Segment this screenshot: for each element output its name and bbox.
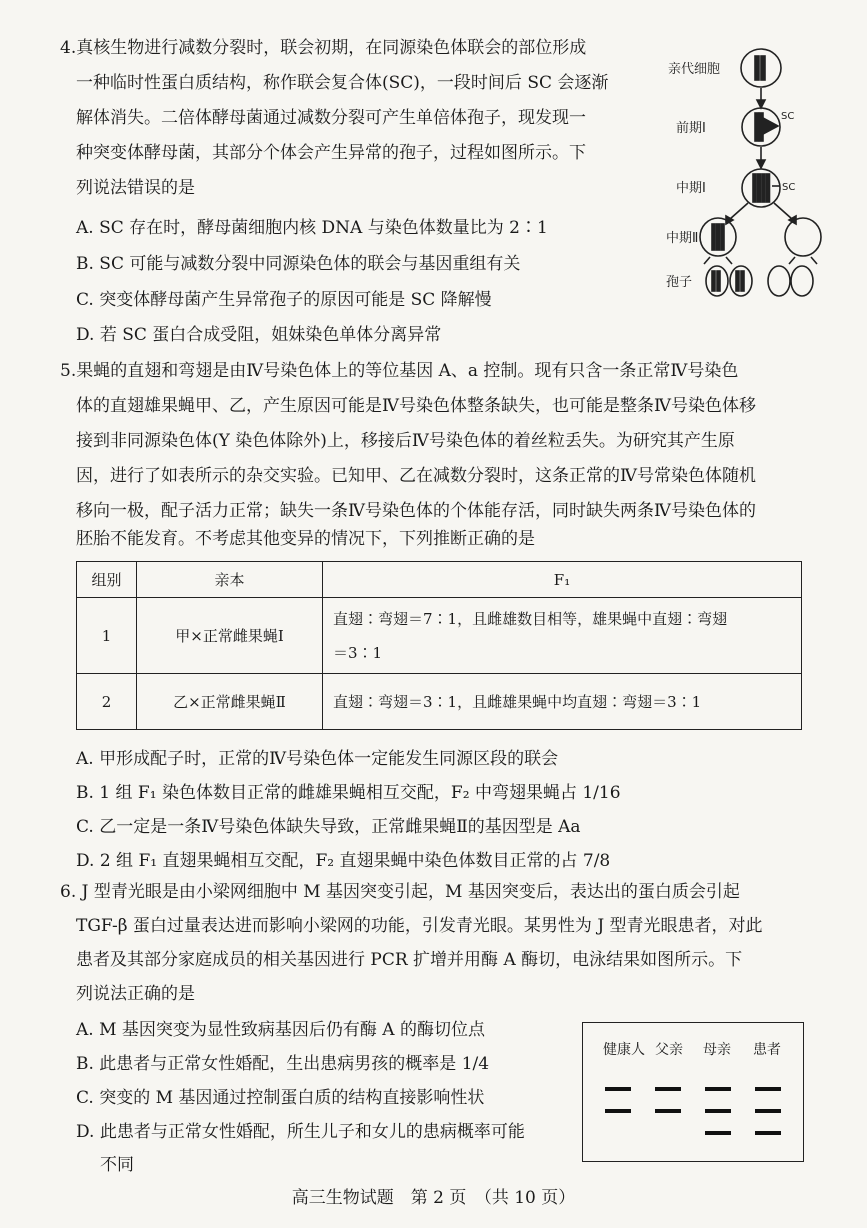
q4-option-a: A. SC 存在时，酵母菌细胞内核 DNA 与染色体数量比为 2∶1 (76, 218, 548, 238)
table-cell-group: 2 (77, 674, 137, 730)
label-metaphase-1: 中期Ⅰ (676, 181, 706, 196)
q6-option-d-cont: 不同 (100, 1155, 134, 1175)
label-metaphase-2: 中期Ⅱ (666, 231, 699, 246)
q6-option-a: A. M 基因突变为显性致病基因后仍有酶 A 的酶切位点 (76, 1020, 485, 1040)
q5-option-c: C. 乙一定是一条Ⅳ号染色体缺失导致，正常雌果蝇Ⅱ的基因型是 Aa (76, 817, 581, 837)
table-header-f1: F₁ (323, 562, 802, 598)
q5-line-1: 5.果蝇的直翅和弯翅是由Ⅳ号染色体上的等位基因 A、a 控制。现有只含一条正常Ⅳ号染色 (60, 361, 739, 381)
gel-band (705, 1131, 731, 1135)
q4-line-1: 4.真核生物进行减数分裂时，联会初期，在同源染色体联会的部位形成 (60, 38, 587, 58)
gel-band (705, 1109, 731, 1113)
gel-band (705, 1087, 731, 1091)
gel-band (755, 1109, 781, 1113)
q6-line-4: 列说法正确的是 (76, 984, 195, 1004)
table-cell-f1 (323, 598, 802, 674)
gel-band (605, 1087, 631, 1091)
table-row (77, 674, 802, 730)
q5-line-5: 移向一极，配子活力正常；缺失一条Ⅳ号染色体的个体能存活，同时缺失两条Ⅳ号染色体的 (76, 501, 756, 521)
q5-line-6: 胚胎不能发育。不考虑其他变异的情况下，下列推断正确的是 (76, 529, 535, 549)
table-cell-f1-line-2: ＝3∶1 (333, 643, 383, 662)
q4-option-d: D. 若 SC 蛋白合成受阻，姐妹染色单体分离异常 (76, 325, 442, 345)
q4-option-b: B. SC 可能与减数分裂中同源染色体的联会与基因重组有关 (76, 254, 521, 274)
table-header-parents: 亲本 (137, 562, 323, 598)
q4-line-4: 种突变体酵母菌，其部分个体会产生异常的孢子，过程如图所示。下 (76, 143, 586, 163)
q5-line-2: 体的直翅雄果蝇甲、乙，产生原因可能是Ⅳ号染色体整条缺失，也可能是整条Ⅳ号染色体移 (76, 396, 756, 416)
page-footer: 高三生物试题 第 2 页 （共 10 页） (291, 1188, 576, 1208)
q6-line-1: 6. J 型青光眼是由小梁网细胞中 M 基因突变引起，M 基因突变后，表达出的蛋白质会引起 (60, 882, 740, 902)
table-cell-f1: 直翅∶弯翅＝3∶1，且雌雄果蝇中均直翅∶弯翅＝3∶1 (323, 674, 802, 730)
gel-figure (582, 1022, 804, 1162)
q6-line-2: TGF-β 蛋白过量表达进而影响小梁网的功能，引发青光眼。某男性为 J 型青光眼患者，对此 (76, 916, 763, 936)
q5-line-4: 因，进行了如表所示的杂交实验。已知甲、乙在减数分裂时，这条正常的Ⅳ号常染色体随机 (76, 466, 756, 486)
table-cell-parents: 乙×正常雌果蝇Ⅱ (137, 674, 323, 730)
q6-option-c: C. 突变的 M 基因通过控制蛋白质的结构直接影响性状 (76, 1088, 485, 1108)
table-cell-group: 1 (77, 598, 137, 674)
q5-option-b: B. 1 组 F₁ 染色体数目正常的雌雄果蝇相互交配，F₂ 中弯翅果蝇占 1/16 (76, 783, 621, 803)
q5-line-3: 接到非同源染色体(Y 染色体除外)上，移接后Ⅳ号染色体的着丝粒丢失。为研究其产生原 (76, 431, 735, 451)
q6-line-3: 患者及其部分家庭成员的相关基因进行 PCR 扩增并用酶 A 酶切，电泳结果如图所示。下 (76, 950, 743, 970)
label-parent-cell: 亲代细胞 (668, 62, 721, 77)
gel-lane-label-patient: 患者 (753, 1042, 781, 1058)
q4-line-5: 列说法错误的是 (76, 178, 195, 198)
gel-band (655, 1109, 681, 1113)
table-header-row (77, 562, 802, 598)
gel-band (755, 1131, 781, 1135)
gel-lane-label-healthy: 健康人 (603, 1042, 645, 1058)
table-cell-f1-line-1: 直翅∶弯翅＝7∶1，且雌雄数目相等，雄果蝇中直翅∶弯翅 (333, 609, 728, 628)
gel-band (605, 1109, 631, 1113)
table-cell-parents: 甲×正常雌果蝇Ⅰ (137, 598, 323, 674)
q6-option-d: D. 此患者与正常女性婚配，所生儿子和女儿的患病概率可能 (76, 1122, 525, 1142)
label-sc-2: SC (782, 182, 796, 193)
label-sc-1: SC (781, 111, 795, 122)
cross-table (76, 561, 802, 730)
q5-option-d: D. 2 组 F₁ 直翅果蝇相互交配，F₂ 直翅果蝇中染色体数目正常的占 7/8 (76, 851, 611, 871)
q5-option-a: A. 甲形成配子时，正常的Ⅳ号染色体一定能发生同源区段的联会 (76, 749, 559, 769)
q4-line-3: 解体消失。二倍体酵母菌通过减数分裂可产生单倍体孢子，现发现一 (76, 108, 586, 128)
gel-lane-label-father: 父亲 (655, 1042, 683, 1058)
gel-band (755, 1087, 781, 1091)
q6-option-b: B. 此患者与正常女性婚配，生出患病男孩的概率是 1/4 (76, 1054, 490, 1074)
meiosis-figure (660, 38, 830, 328)
gel-band (655, 1087, 681, 1091)
q4-option-c: C. 突变体酵母菌产生异常孢子的原因可能是 SC 降解慢 (76, 290, 492, 310)
label-spore: 孢子 (666, 275, 693, 290)
table-row (77, 598, 802, 674)
label-prophase-1: 前期Ⅰ (676, 121, 706, 136)
gel-lane-label-mother: 母亲 (703, 1042, 731, 1058)
table-header-group: 组别 (77, 562, 137, 598)
q4-line-2: 一种临时性蛋白质结构，称作联会复合体(SC)，一段时间后 SC 会逐渐 (76, 73, 609, 93)
